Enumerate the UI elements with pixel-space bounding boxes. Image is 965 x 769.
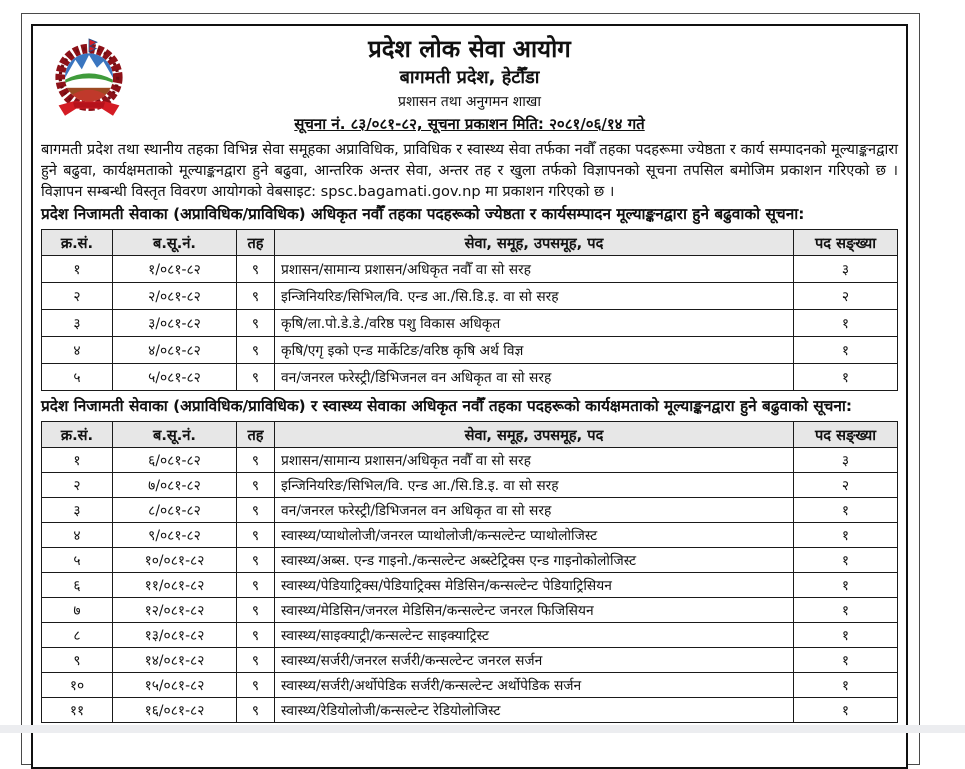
- table-cell: २: [42, 473, 113, 498]
- table-cell: ९: [237, 364, 275, 391]
- table-cell: ९: [237, 623, 275, 648]
- table-cell: ९: [237, 337, 275, 364]
- table-cell: ९: [237, 498, 275, 523]
- table-cell: ३/०८१-८२: [113, 310, 237, 337]
- table-row: [42, 283, 898, 310]
- column-header-posts: पद सङ्ख्या: [794, 230, 898, 256]
- table-cell: ११: [42, 698, 113, 723]
- table-cell: ४/०८१-८२: [113, 337, 237, 364]
- section-1-heading: प्रदेश निजामती सेवाका (अप्राविधिक/प्राविधिक) अधिकृत नवौँ तहका पदहरूको ज्येष्ठता र कार्यसम्पादन मूल्याङ्कनद्वारा हुने बढुवाको सूचना:: [41, 205, 805, 223]
- table-cell: ७/०८१-८२: [113, 473, 237, 498]
- table-row: [42, 473, 898, 498]
- table-row: [42, 523, 898, 548]
- table-cell: १: [794, 673, 898, 698]
- table-cell: १: [794, 337, 898, 364]
- table-cell: ९: [237, 598, 275, 623]
- column-header-level: तह: [237, 230, 275, 256]
- table-cell: १/०८१-८२: [113, 256, 237, 283]
- table-row: [42, 573, 898, 598]
- table-cell: १: [794, 310, 898, 337]
- column-header-service: सेवा, समूह, उपसमूह, पद: [275, 230, 794, 256]
- table-row: [42, 673, 898, 698]
- table-header-row: [42, 230, 898, 256]
- table-cell: ९: [237, 256, 275, 283]
- table-cell: ८: [42, 623, 113, 648]
- table-cell: प्रशासन/सामान्य प्रशासन/अधिकृत नवौँ वा सो सरह: [275, 256, 794, 283]
- page-header: [41, 30, 898, 134]
- table-cell: कृषि/एगृ इको एन्ड मार्केटिङ/वरिष्ठ कृषि अर्थ विज्ञ: [275, 337, 794, 364]
- table-cell: ३: [42, 498, 113, 523]
- table-cell: स्वास्थ्य/सर्जरी/जनरल सर्जरी/कन्सल्टेन्ट जनरल सर्जन: [275, 648, 794, 673]
- column-header-posts: पद सङ्ख्या: [794, 422, 898, 448]
- table-cell: ९: [237, 698, 275, 723]
- column-header-advert-no: ब.सू.नं.: [113, 230, 237, 256]
- table-cell: १६/०८१-८२: [113, 698, 237, 723]
- promotion-table-seniority: [41, 229, 898, 391]
- table-row: [42, 648, 898, 673]
- table-cell: १: [794, 623, 898, 648]
- nepal-government-emblem-icon: [49, 34, 129, 124]
- column-header-serial: क्र.सं.: [42, 422, 113, 448]
- table-header-row: [42, 422, 898, 448]
- table-cell: प्रशासन/सामान्य प्रशासन/अधिकृत नवौँ वा सो सरह: [275, 448, 794, 473]
- table-row: [42, 337, 898, 364]
- table-cell: ७: [42, 598, 113, 623]
- column-header-advert-no: ब.सू.नं.: [113, 422, 237, 448]
- table-row: [42, 448, 898, 473]
- table-row: [42, 310, 898, 337]
- table-cell: ६/०८१-८२: [113, 448, 237, 473]
- table-cell: ४: [42, 337, 113, 364]
- table-cell: ९: [237, 548, 275, 573]
- table-cell: ३: [42, 310, 113, 337]
- table-cell: १: [794, 598, 898, 623]
- table-cell: १: [794, 573, 898, 598]
- table-cell: १: [42, 256, 113, 283]
- notice-number-line: सूचना नं. ८३/०८१-८२, सूचना प्रकाशन मिति: २०८१/०६/१४ गते: [294, 115, 645, 133]
- table-cell: ९/०८१-८२: [113, 523, 237, 548]
- table-cell: १: [794, 498, 898, 523]
- table-row: [42, 256, 898, 283]
- table-cell: ९: [237, 310, 275, 337]
- table-cell: वन/जनरल फरेस्ट्री/डिभिजनल वन अधिकृत वा सो सरह: [275, 364, 794, 391]
- table-row: [42, 364, 898, 391]
- table-cell: २: [794, 473, 898, 498]
- table-cell: १३/०८१-८२: [113, 623, 237, 648]
- table-cell: ८/०८१-८२: [113, 498, 237, 523]
- table-cell: ६: [42, 573, 113, 598]
- org-name-title: प्रदेश लोक सेवा आयोग: [368, 35, 571, 63]
- table-cell: स्वास्थ्य/अब्स. एन्ड गाइनो./कन्सल्टेन्ट अब्स्टेट्रिक्स एन्ड गाइनोकोलोजिस्ट: [275, 548, 794, 573]
- table-cell: १: [42, 448, 113, 473]
- table-cell: २/०८१-८२: [113, 283, 237, 310]
- table-row: [42, 498, 898, 523]
- column-header-level: तह: [237, 422, 275, 448]
- table-cell: १२/०८१-८२: [113, 598, 237, 623]
- table-row: [42, 548, 898, 573]
- org-location: बागमती प्रदेश, हेटौँडा: [399, 67, 540, 88]
- table-cell: ५: [42, 364, 113, 391]
- org-branch: प्रशासन तथा अनुगमन शाखा: [398, 94, 541, 110]
- table-cell: स्वास्थ्य/रेडियोलोजी/कन्सल्टेन्ट रेडियोलोजिस्ट: [275, 698, 794, 723]
- table-cell: १: [794, 648, 898, 673]
- table-cell: स्वास्थ्य/सर्जरी/अर्थोपेडिक सर्जरी/कन्सल्टेन्ट अर्थोपेडिक सर्जन: [275, 673, 794, 698]
- table-cell: ९: [237, 673, 275, 698]
- table-cell: इन्जिनियरिङ/सिभिल/वि. एन्ड आ./सि.डि.इ. वा सो सरह: [275, 283, 794, 310]
- table-cell: ९: [237, 448, 275, 473]
- table-cell: १५/०८१-८२: [113, 673, 237, 698]
- intro-paragraph: बागमती प्रदेश तथा स्थानीय तहका विभिन्न सेवा समूहका अप्राविधिक, प्राविधिक र स्वास्थ्य सेवा तर्फका नवौँ तहका पदहरूमा ज्येष्ठता र कार्य सम्पादनको मूल्याङ्कनद्वारा हुने बढुवा, कार्यक्षमताको मूल्याङ्कनद्वारा हुने बढुवा, आन्तरिक अन्तर सेवा, अन्तर तह र खुला तर्फको विज्ञापनको सूचना तपसिल बमोजिम प्रकाशन गरिएको छ । विज्ञापन सम्बन्धी विस्तृत विवरण आयोगको वेबसाइट: spsc.bagamati.gov.np मा प्रकाशन गरिएको छ ।: [41, 141, 898, 200]
- table-cell: स्वास्थ्य/मेडिसिन/जनरल मेडिसिन/कन्सल्टेन्ट जनरल फिजिसियन: [275, 598, 794, 623]
- table-cell: २: [794, 283, 898, 310]
- table-cell: ९: [237, 473, 275, 498]
- table-cell: ५/०८१-८२: [113, 364, 237, 391]
- table-row: [42, 698, 898, 723]
- table-cell: स्वास्थ्य/पेडियाट्रिक्स/पेडियाट्रिक्स मेडिसिन/कन्सल्टेन्ट पेडियाट्रिसियन: [275, 573, 794, 598]
- table-row: [42, 598, 898, 623]
- table-cell: ५: [42, 548, 113, 573]
- table-row: [42, 623, 898, 648]
- column-header-serial: क्र.सं.: [42, 230, 113, 256]
- promotion-table-capability: [41, 421, 898, 723]
- table-cell: १: [794, 548, 898, 573]
- viewer-edge-strip: [0, 725, 965, 733]
- table-cell: १: [794, 364, 898, 391]
- table-cell: १: [794, 523, 898, 548]
- table-cell: ९: [237, 648, 275, 673]
- table-cell: ११/०८१-८२: [113, 573, 237, 598]
- table-cell: स्वास्थ्य/साइक्याट्री/कन्सल्टेन्ट साइक्याट्रिस्ट: [275, 623, 794, 648]
- table-cell: इन्जिनियरिङ/सिभिल/वि. एन्ड आ./सि.डि.इ. वा सो सरह: [275, 473, 794, 498]
- table-cell: १०/०८१-८२: [113, 548, 237, 573]
- table-cell: स्वास्थ्य/प्याथोलोजी/जनरल प्याथोलोजी/कन्सल्टेन्ट प्याथोलोजिस्ट: [275, 523, 794, 548]
- table-cell: ३: [794, 256, 898, 283]
- table-cell: ९: [237, 573, 275, 598]
- table-cell: ९: [237, 523, 275, 548]
- column-header-service: सेवा, समूह, उपसमूह, पद: [275, 422, 794, 448]
- section-2-heading: प्रदेश निजामती सेवाका (अप्राविधिक/प्राविधिक) र स्वास्थ्य सेवाका अधिकृत नवौँ तहका पदहरूको कार्यक्षमताको मूल्याङ्कनद्वारा हुने बढुवाको सूचना:: [41, 397, 853, 415]
- table-cell: वन/जनरल फरेस्ट्री/डिभिजनल वन अधिकृत वा सो सरह: [275, 498, 794, 523]
- table-cell: २: [42, 283, 113, 310]
- table-cell: ३: [794, 448, 898, 473]
- table-cell: ९: [42, 648, 113, 673]
- table-cell: १०: [42, 673, 113, 698]
- table-cell: ९: [237, 283, 275, 310]
- table-cell: १४/०८१-८२: [113, 648, 237, 673]
- table-cell: १: [794, 698, 898, 723]
- table-cell: ४: [42, 523, 113, 548]
- table-cell: कृषि/ला.पो.डे.डे./वरिष्ठ पशु विकास अधिकृत: [275, 310, 794, 337]
- notice-page: [31, 24, 908, 769]
